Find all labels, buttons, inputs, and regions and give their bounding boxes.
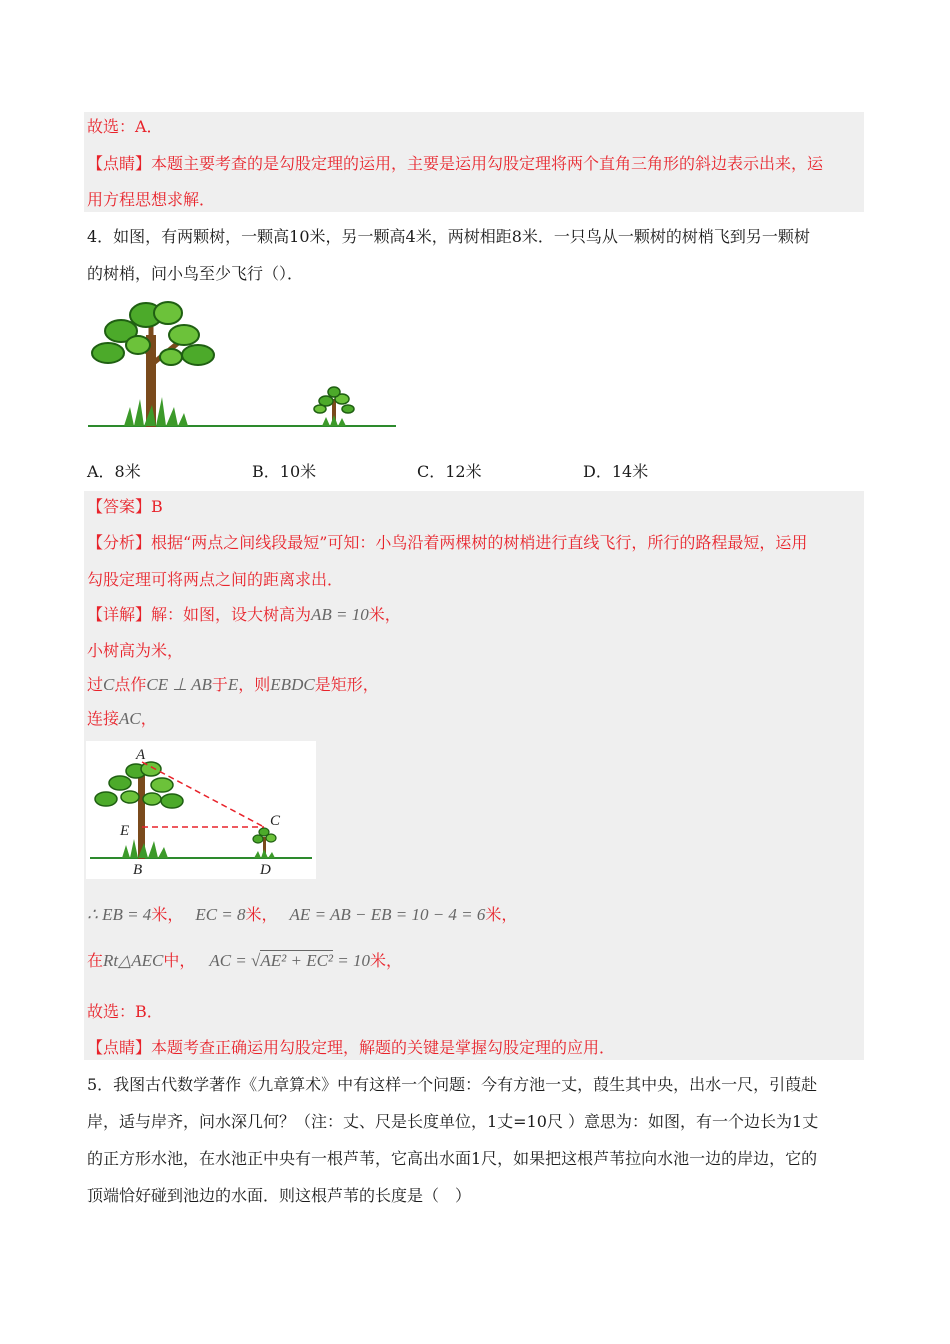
- q4-detail-line4: 连接AC，: [87, 709, 157, 728]
- q3-comment-line1: 【点睛】本题主要考查的是勾股定理的运用，主要是运用勾股定理将两个直角三角形的斜边表示出来，运: [87, 154, 824, 173]
- label-e: E: [120, 823, 130, 839]
- q3-choice: 故选：A．: [87, 117, 163, 136]
- q4-detail-line3: 过C点作CE ⊥ AB于E，则EBDC是矩形，: [87, 675, 379, 694]
- q4-stem-line2: 的树梢，问小鸟至少飞行（）．: [87, 264, 304, 283]
- q4-option-c: C．12米: [417, 462, 482, 481]
- q5-line4: 顶端恰好碰到池边的水面．则这根芦苇的长度是（ ）: [87, 1186, 472, 1205]
- q4-trees-figure: [86, 295, 398, 430]
- q4-solution-figure: [86, 741, 316, 879]
- q4-analysis-line2: 勾股定理可将两点之间的距离求出．: [87, 570, 344, 589]
- q4-stem-line1: 4．如图，有两颗树，一颗高10米，另一颗高4米，两树相距8米．一只鸟从一颗树的树梢飞到另一颗树: [87, 227, 810, 246]
- small-tree-icon: [314, 387, 354, 426]
- q4-detail-line2: 小树高为米，: [87, 641, 184, 660]
- label-c: C: [270, 813, 281, 829]
- label-d: D: [260, 862, 271, 878]
- q5-line1: 5．我图古代数学著作《九章算术》中有这样一个问题：今有方池一丈，葭生其中央，出水一尺，引葭赴: [87, 1075, 818, 1094]
- q5-line2: 岸，适与岸齐，问水深几何？（注：丈、尺是长度单位，1丈=10尺 ）意思为：如图，有一个边长为1丈: [87, 1112, 819, 1131]
- label-a: A: [136, 747, 146, 763]
- q4-calc-line2: 在Rt△AEC中， AC = √AE² + EC² = 10米，: [87, 951, 403, 970]
- q4-answer: 【答案】B: [87, 497, 163, 516]
- q4-choice: 故选：B．: [87, 1002, 163, 1021]
- big-tree-icon: [92, 302, 214, 427]
- q4-analysis-line1: 【分析】根据“两点之间线段最短”可知：小鸟沿着两棵树的树梢进行直线飞行，所行的路程最短，运用: [87, 533, 808, 552]
- q5-line3: 的正方形水池，在水池正中央有一根芦苇，它高出水面1尺，如果把这根芦苇拉向水池一边的岸边，它的: [87, 1149, 818, 1168]
- q4-detail-line1: 【详解】解：如图，设大树高为AB = 10米，: [87, 605, 401, 624]
- q4-calc-line1: ∴ EB = 4米， EC = 8米， AE = AB − EB = 10 − 4 = 6米，: [87, 905, 518, 924]
- q3-comment-line2: 用方程思想求解．: [87, 190, 216, 209]
- label-b: B: [133, 862, 143, 878]
- q4-option-a: A．8米: [87, 462, 141, 481]
- q4-option-b: B．10米: [252, 462, 317, 481]
- q4-comment: 【点睛】本题考查正确运用勾股定理，解题的关键是掌握勾股定理的应用．: [87, 1038, 616, 1057]
- q4-option-d: D．14米: [583, 462, 649, 481]
